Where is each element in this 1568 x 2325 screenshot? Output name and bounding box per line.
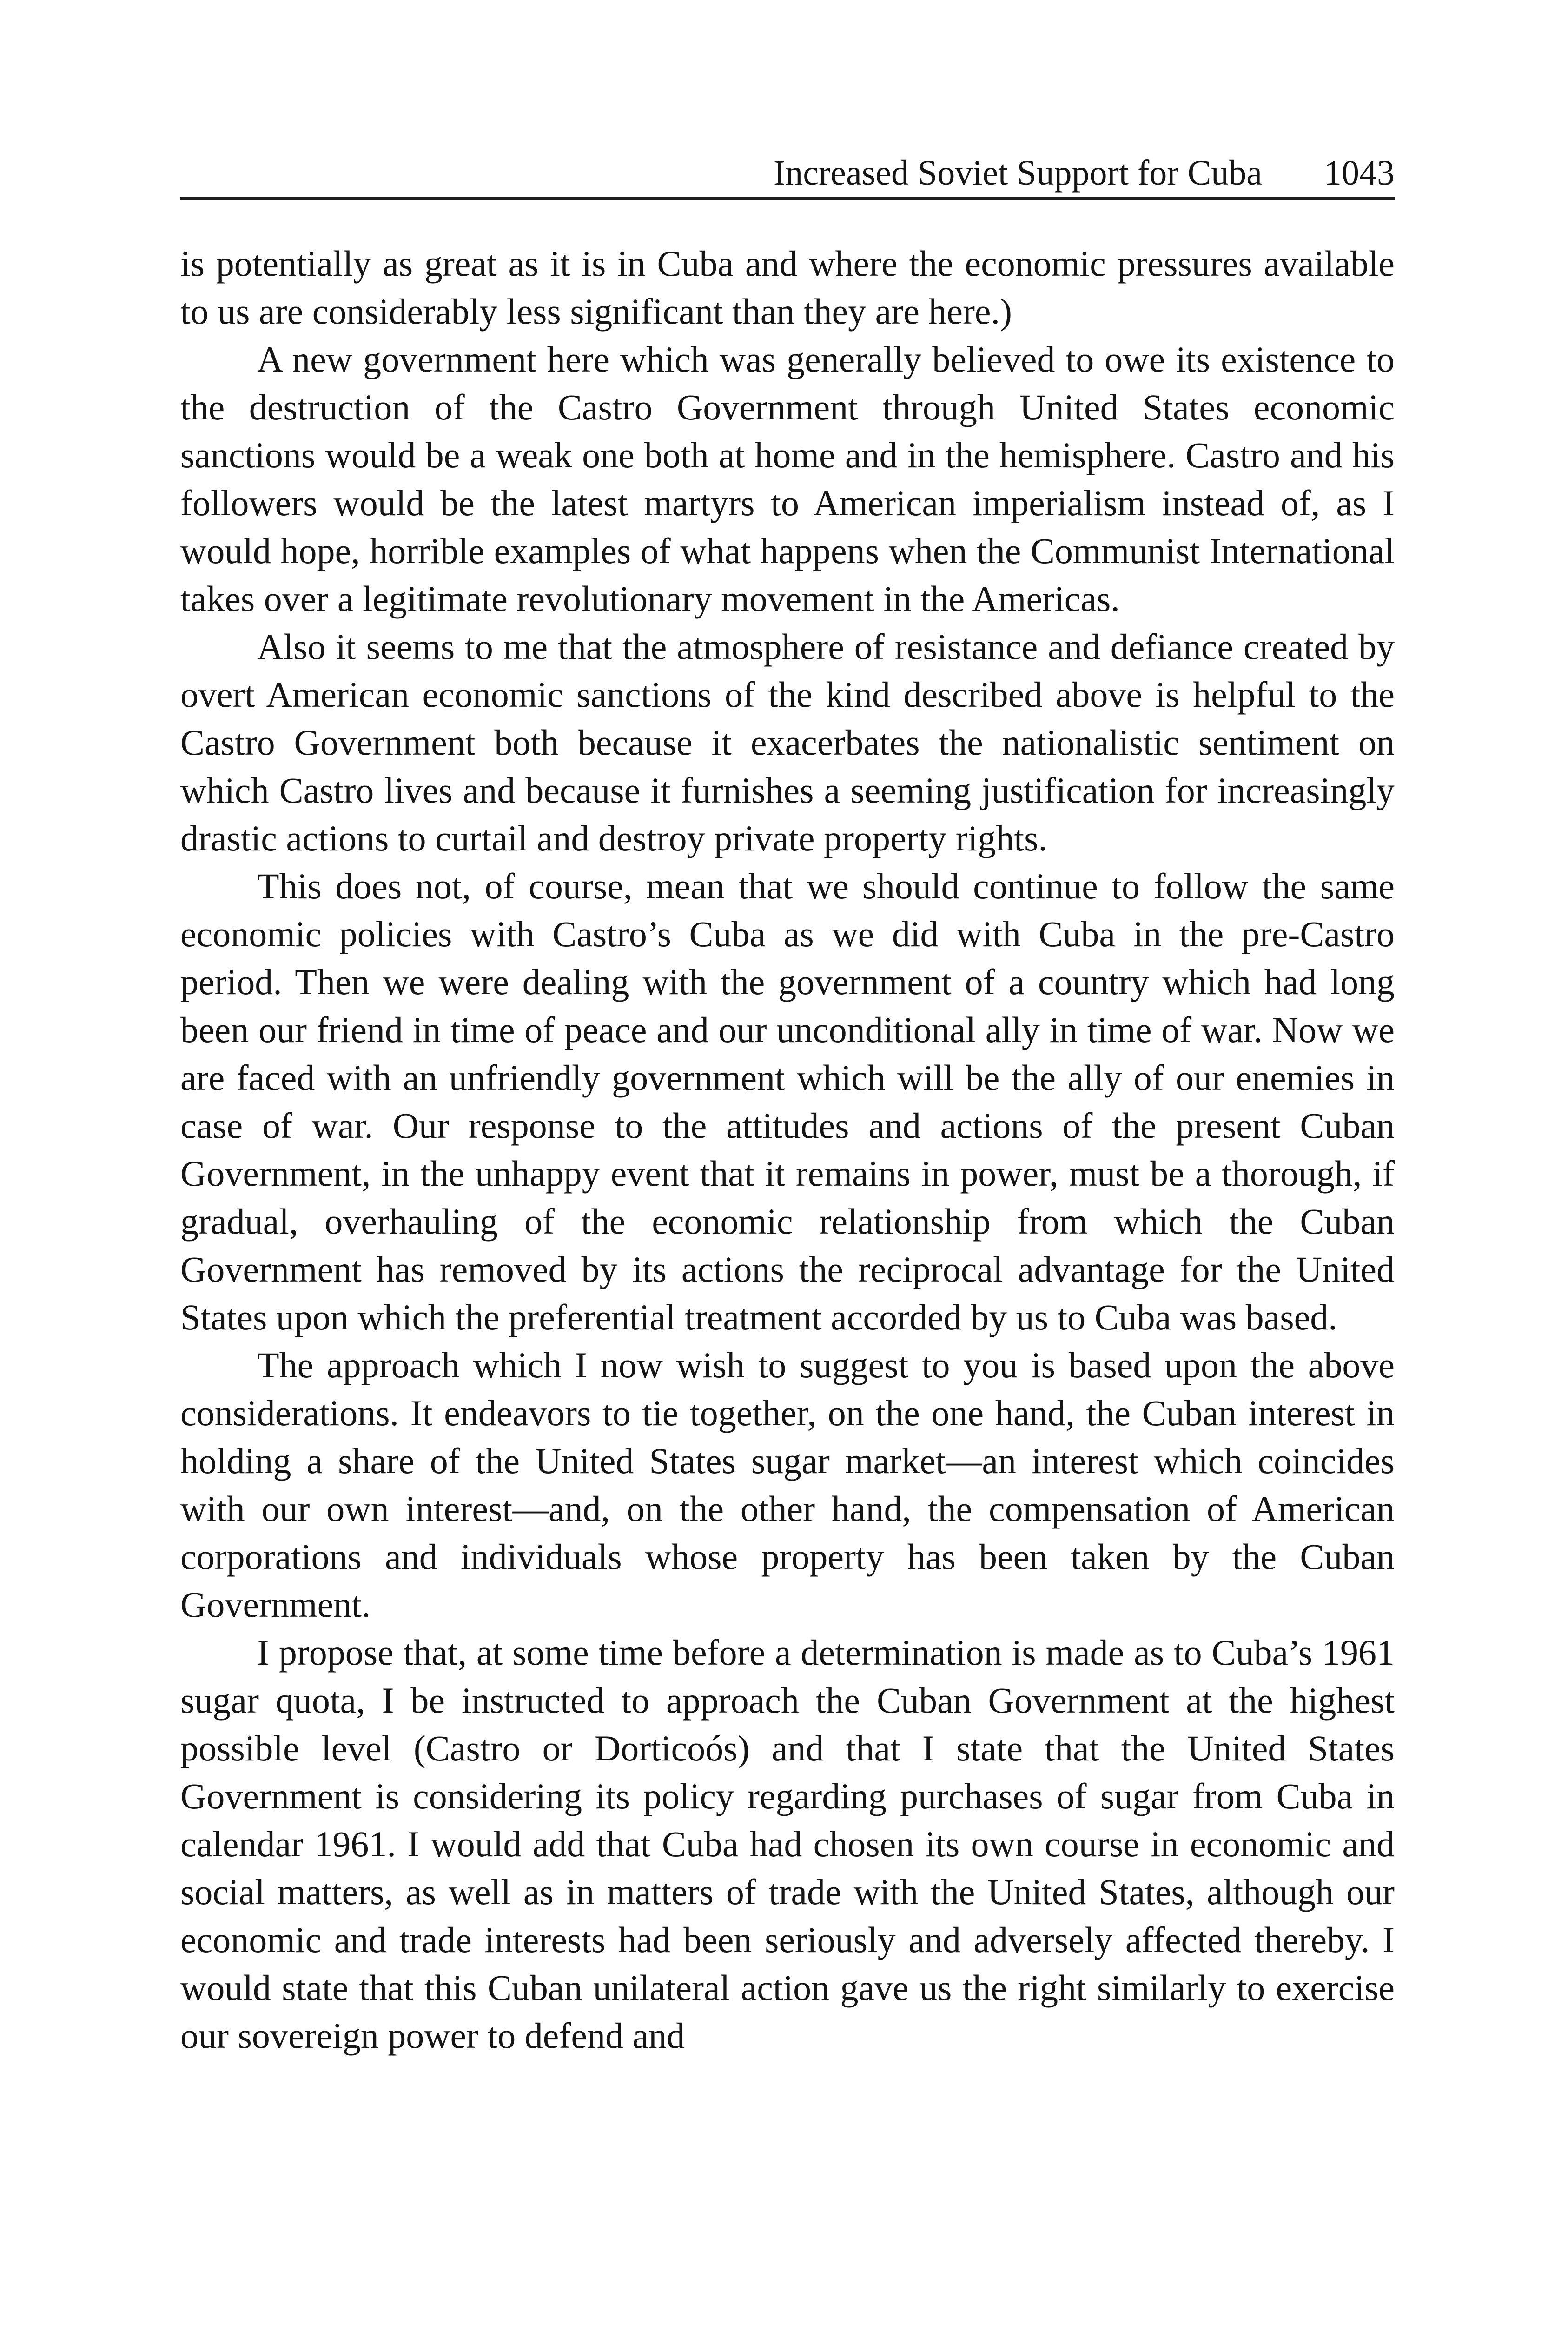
paragraph: This does not, of course, mean that we should continue to follow the same economic policies with Castro’s Cuba as we did with Cuba in the pre-Castro period. Then we were dealing with the government of a country which had long been our friend in time of peace and our unconditional ally in time of war. Now we are faced with an unfriendly government which will be the ally of our enemies in case of war. Our response to the attitudes and actions of the present Cuban Government, in the unhappy event that it remains in power, must be a thorough, if gradual, overhauling of the economic relationship from which the Cuban Government has removed by its actions the reciprocal advantage for the United States upon which the preferential treatment accorded by us to Cuba was based. — [180, 866, 1395, 1337]
paragraph-continued: is potentially as great as it is in Cuba and where the economic pressures available to us are considerably less significant than they are here.) — [180, 243, 1395, 332]
running-title: Increased Soviet Support for Cuba — [773, 153, 1262, 193]
body-text — [180, 239, 1395, 2059]
paragraph: A new government here which was generally believed to owe its existence to the destruction of the Castro Government through United States economic sanctions would be a weak one both at home and in the hemisphere. Castro and his followers would be the latest martyrs to American imperialism instead of, as I would hope, horrible examples of what happens when the Communist International takes over a legitimate revolutionary movement in the Americas. — [180, 339, 1395, 619]
paragraph: I propose that, at some time before a determination is made as to Cuba’s 1961 sugar quota, I be instructed to approach the Cuban Government at the highest possible level (Castro or Dorticoós) and that I state that the United States Government is considering its policy regarding purchases of sugar from Cuba in calendar 1961. I would add that Cuba had chosen its own course in economic and social matters, as well as in matters of trade with the United States, although our economic and trade interests had been seriously and adversely affected thereby. I would state that this Cuban unilateral action gave us the right similarly to exercise our sovereign power to defend and — [180, 1632, 1395, 2056]
running-head — [180, 140, 1395, 200]
page-number: 1043 — [1324, 153, 1395, 193]
paragraph: The approach which I now wish to suggest to you is based upon the above considerations. It endeavors to tie together, on the one hand, the Cuban interest in holding a share of the United States sugar market—an interest which coincides with our own interest—and, on the other hand, the compensation of American corporations and individuals whose property has been taken by the Cuban Government. — [180, 1345, 1395, 1625]
paragraph: Also it seems to me that the atmosphere of resistance and defiance created by overt American economic sanctions of the kind described above is helpful to the Castro Government both because it exacerbates the nationalistic sentiment on which Castro lives and because it furnishes a seeming justification for increasingly drastic actions to curtail and destroy private property rights. — [180, 626, 1395, 858]
